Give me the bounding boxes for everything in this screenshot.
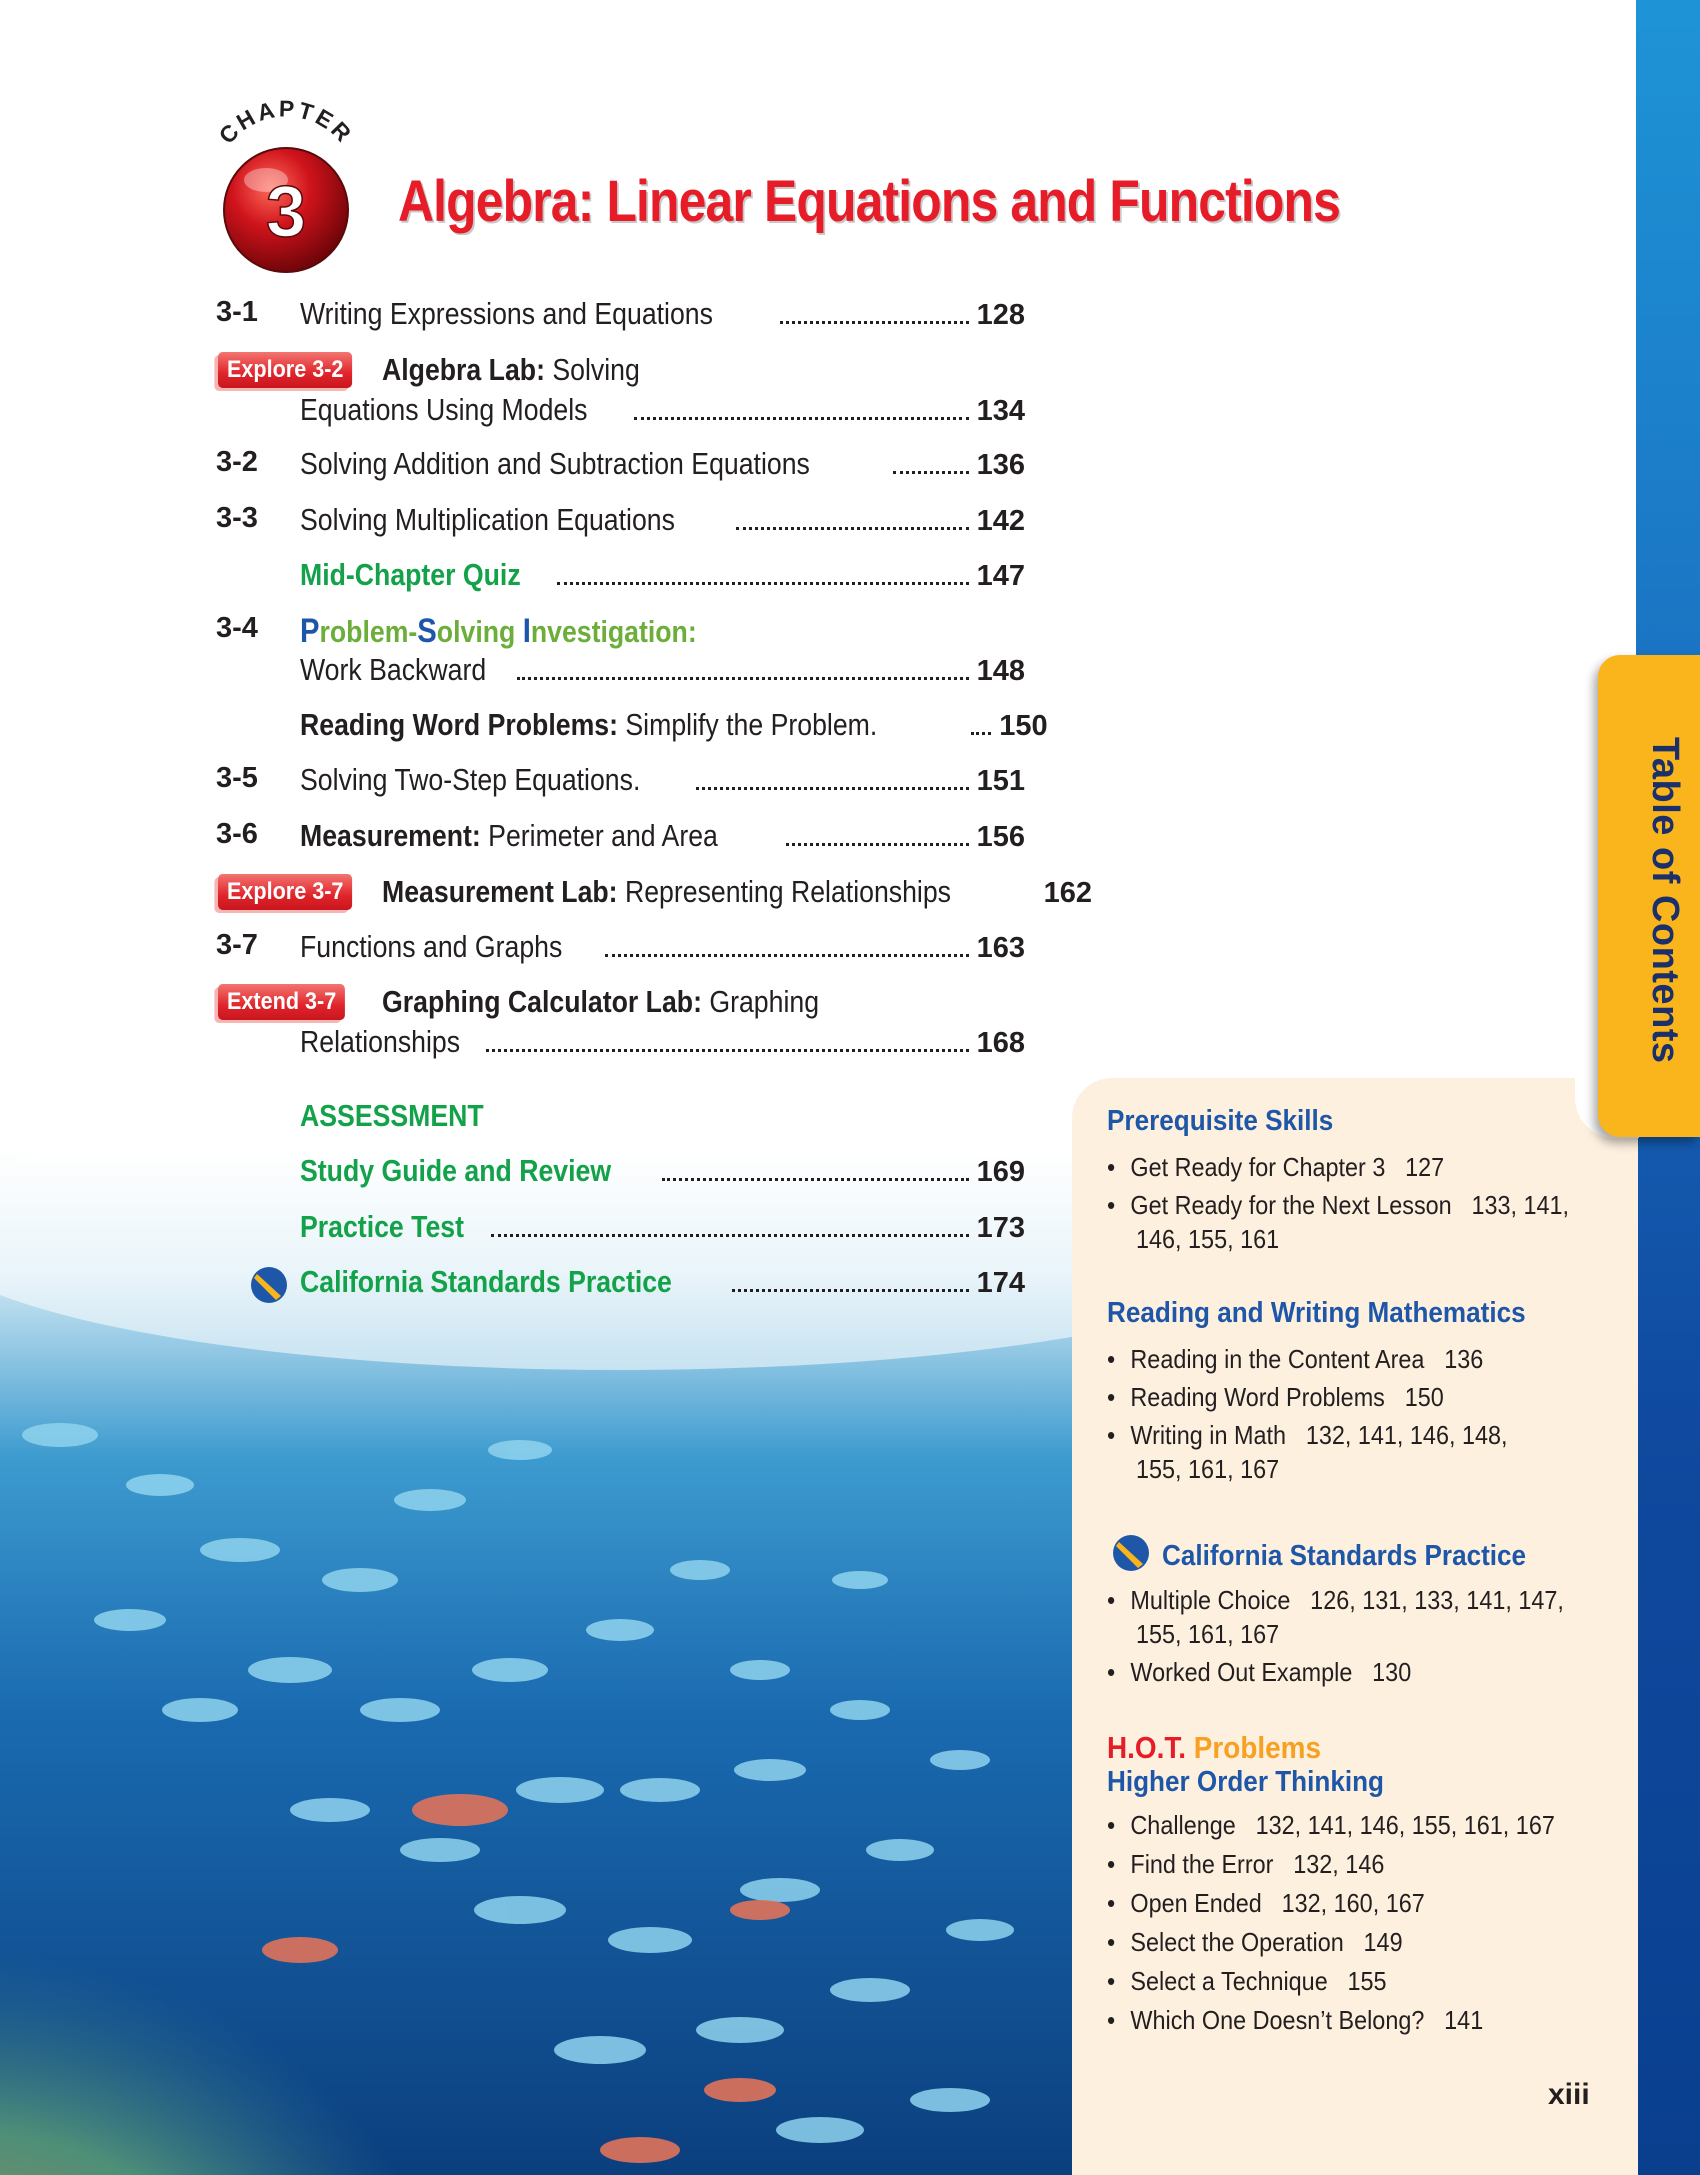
panel-item[interactable]: • Select the Operation 149 [1107, 1927, 1403, 1957]
panel-item-cont: 155, 161, 167 [1136, 1619, 1280, 1649]
page-ref: 147 [976, 560, 1025, 592]
cst-title: California Standards Practice [1162, 1540, 1527, 1572]
panel-item[interactable]: • Get Ready for Chapter 3 127 [1107, 1152, 1445, 1182]
lesson-title: Solving Addition and Subtraction Equations [300, 446, 810, 481]
prerequisite-title: Prerequisite Skills [1107, 1105, 1334, 1137]
lesson-number: 3-7 [216, 929, 258, 961]
panel-item[interactable]: • Reading Word Problems 150 [1107, 1382, 1444, 1412]
page-ref: 150 [999, 710, 1048, 742]
page-ref: 162 [1043, 877, 1093, 909]
page-ref: 151 [976, 765, 1025, 797]
lesson-title: Solving Multiplication Equations [300, 502, 675, 537]
page-ref: 134 [976, 395, 1025, 427]
chapter-title: Algebra: Linear Equations and Functions [398, 169, 1340, 234]
page-ref: 136 [976, 449, 1025, 481]
page-ref: 168 [976, 1027, 1025, 1059]
extend-badge: Extend 3-7 [218, 984, 345, 1020]
panel-item-cont: 146, 155, 161 [1136, 1224, 1280, 1254]
reading-writing-title: Reading and Writing Mathematics [1107, 1297, 1526, 1329]
lab-name: Algebra Lab: [382, 352, 545, 387]
toc-list: 3-1 Writing Expressions and Equations 128 Explore 3-2 Algebra Lab: Solving Equations Using Models 134 3-2 Solving Addition and Subtraction Equations 136 3-3 Solving Multiplication Equations 142 Mid-Chapter Quiz 147 3-4 Problem-Solving Investigation: Work Backward 148 Reading Word Problems: Simplify the Problem. 150 3-5 Solving Two-Step Equations. 151 3-6 Measurement: Perimeter and Area 156 Explore 3-7 Measurement Lab: Representing Relationships 162 3-7 Functions and Graphs 163 Extend 3-7 Graphing Calculator Lab: Graphing Relationships 168 ASSESSMENT Study Guide and Review 169 Practice Test 173 California Standards Practice 174 [0, 0, 1100, 1300]
lesson-number: 3-6 [216, 818, 258, 850]
lesson-title: Solving Two-Step Equations. [300, 762, 641, 797]
page-ref: 173 [976, 1212, 1025, 1244]
california-standards-icon [248, 1264, 290, 1306]
panel-item[interactable]: • Reading in the Content Area 136 [1107, 1344, 1484, 1374]
lesson-title: Functions and Graphs [300, 929, 563, 964]
ocean-fish-photo [0, 1150, 1080, 2175]
panel-item-cont: 155, 161, 167 [1136, 1454, 1280, 1484]
california-standards-icon [1110, 1532, 1152, 1574]
panel-item[interactable]: • Select a Technique 155 [1107, 1966, 1387, 1996]
lesson-title: Solving [552, 352, 640, 387]
panel-item[interactable]: • Writing in Math 132, 141, 146, 148, [1107, 1420, 1508, 1450]
explore-badge: Explore 3-2 [218, 352, 352, 388]
panel-item[interactable]: • Find the Error 132, 146 [1107, 1849, 1385, 1879]
lesson-number: 3-3 [216, 502, 258, 534]
chapter-word: CHAPTER [213, 100, 359, 149]
page-ref: 174 [976, 1267, 1025, 1299]
page-ref: 169 [976, 1156, 1025, 1188]
lesson-number: 3-5 [216, 762, 258, 794]
lesson-number: 3-1 [216, 296, 258, 328]
hot-problems-title: H.O.T. Problems [1107, 1730, 1321, 1765]
panel-item[interactable]: • Which One Doesn’t Belong? 141 [1107, 2005, 1484, 2035]
quiz-title: Mid-Chapter Quiz [300, 557, 521, 592]
page-ref: 128 [976, 299, 1025, 331]
page-ref: 156 [976, 821, 1025, 853]
explore-badge: Explore 3-7 [218, 874, 352, 910]
panel-item[interactable]: • Worked Out Example 130 [1107, 1657, 1412, 1687]
chapter-number: 3 [265, 172, 307, 252]
lesson-number: 3-4 [216, 612, 258, 644]
lesson-number: 3-2 [216, 446, 258, 478]
page-ref: 142 [976, 505, 1025, 537]
hot-subtitle: Higher Order Thinking [1107, 1766, 1384, 1798]
panel-item[interactable]: • Multiple Choice 126, 131, 133, 141, 147, [1107, 1585, 1564, 1615]
page-ref: 163 [976, 932, 1025, 964]
lesson-title-cont: Relationships [300, 1024, 461, 1059]
table-of-contents-tab-label: Table of Contents [1644, 736, 1686, 1064]
panel-item[interactable]: • Get Ready for the Next Lesson 133, 141, [1107, 1190, 1570, 1220]
panel-item[interactable]: • Challenge 132, 141, 146, 155, 161, 167 [1107, 1810, 1555, 1840]
lesson-title: Writing Expressions and Equations [300, 296, 713, 331]
lesson-title-cont: Equations Using Models [300, 392, 588, 427]
panel-item[interactable]: • Open Ended 132, 160, 167 [1107, 1888, 1425, 1918]
page-number: xiii [1548, 2078, 1590, 2111]
lesson-title: Work Backward [300, 652, 487, 687]
page-ref: 148 [976, 655, 1025, 687]
